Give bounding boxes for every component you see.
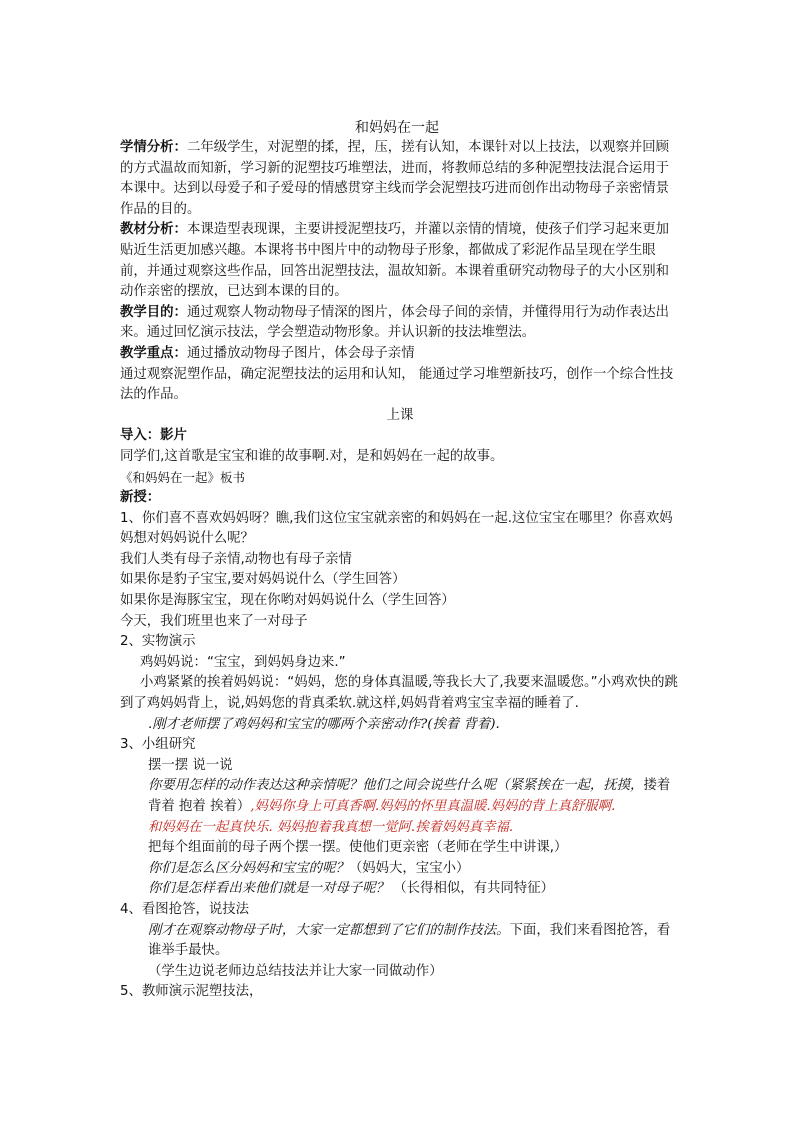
step-3-line-f-question: 你们是怎么区分妈妈和宝宝的呢？ [148, 860, 349, 876]
step-4-line-a [120, 921, 680, 962]
intro-text: 同学们,这首歌是宝宝和谁的故事啊.对，是和妈妈在一起的故事。 [120, 448, 504, 464]
step-1-line-d: 如果你是海豚宝宝，现在你哟对妈妈说什么（学生回答） [120, 593, 455, 609]
goal-text: 通过观察人物动物母子情深的图片，体会母子间的亲情，并懂得用行为动作表达出来。通过回忆演示技法，学会塑造动物形象。并认识新的技法堆塑法。 [120, 304, 670, 341]
analysis-paragraph [120, 138, 680, 220]
document-body [120, 138, 680, 1003]
new-label: 新授： [120, 490, 161, 506]
step-3-line-f [120, 859, 680, 880]
step-3-line-a: 摆一摆 说一说 [148, 757, 233, 773]
step-2-line-b [120, 673, 680, 714]
goal-paragraph [120, 303, 680, 344]
key-paragraph-2: 通过观察泥塑作品，确定泥塑技法的运用和认知， 能通过学习堆塑新技巧，创作一个综合性技法的作品。 [120, 366, 674, 403]
step-4-line-a-italic: 刚才在观察动物母子时，大家一定都想到了它们的制作技法。 [148, 922, 510, 938]
key-text: 通过播放动物母子图片，体会母子亲情 [186, 345, 415, 361]
step-3-red-phrases-2: 和妈妈在一起真快乐. 妈妈抱着我真想一觉阿.挨着妈妈真幸福. [148, 819, 514, 835]
intro-label: 导入：影片 [120, 428, 187, 444]
step-3-line-g [120, 879, 680, 900]
class-heading: 上课 [386, 407, 414, 423]
material-label: 教材分析： [120, 222, 187, 238]
step-3-line-g-question: 你们是怎样看出来他们就是一对母子呢？ [148, 881, 390, 897]
step-2-line-b-cont: 小鸡欢快的跳到了鸡妈妈背上，说,妈妈您的背真柔软.就这样,妈妈背着鸡宝宝幸福的睡着了. [120, 675, 678, 712]
step-4-line-a-normal: 下面，我们来看图抢答，看谁举手最快。 [148, 922, 671, 959]
step-3-question [120, 776, 680, 817]
step-1-line-c: 如果你是豹子宝宝,要对妈妈说什么（学生回答） [120, 572, 406, 588]
step-1-line-e: 今天，我们班里也来了一对母子 [120, 613, 308, 629]
key-paragraph [120, 344, 680, 365]
step-4-heading: 4、看图抢答，说技法 [120, 901, 250, 917]
step-3-actions: 搂着 背着 抱着 挨着） [148, 778, 671, 814]
analysis-label: 学情分析： [120, 140, 187, 155]
step-3-line-g-answer: （长得相似，有共同特征） [389, 881, 554, 897]
document-title: 和妈妈在一起 [355, 120, 439, 136]
key-label: 教学重点： [120, 345, 187, 361]
step-3-line-e: 把每个组面前的母子两个摆一摆。使他们更亲密（老师在学生中讲课,） [148, 840, 568, 856]
board-note: 《和妈妈在一起》板书 [120, 469, 246, 485]
step-4-line-b: （学生边说老师边总结技法并让大家一同做动作） [148, 963, 443, 979]
step-3-red-phrases: ,妈妈你身上可真香啊.妈妈的怀里真温暖.妈妈的背上真舒服啊. [250, 799, 616, 814]
step-1-line-b: 我们人类有母子亲情,动物也有母子亲情 [120, 551, 352, 567]
step-2-line-b-main: 小鸡紧紧的挨着妈妈说：“妈妈，您的身体真温暖,等我长大了,我要来温暖您。” [140, 675, 598, 691]
step-1-question: 1、你们喜不喜欢妈妈呀？瞧,我们这位宝宝就亲密的和妈妈在一起.这位宝宝在哪里？你喜欢妈妈想对妈妈说什么呢？ [120, 510, 673, 547]
material-text: 本课造型表现课，主要讲授泥塑技巧，并灌以亲情的情境，使孩子们学习起来更加贴近生活更加感兴趣。本课将书中图片中的动物母子形象，都做成了彩泥作品呈现在学生眼前，并通过观察这些作品，回答出泥塑技法，温故知新。本课着重研究动物母子的大小区别和动作亲密的摆放，已达到本课的目的。 [120, 222, 670, 300]
material-paragraph [120, 220, 680, 302]
step-3-line-f-answer: （妈妈大，宝宝小） [348, 860, 470, 876]
step-3-question-text: 你要用怎样的动作表达这种亲情呢？他们之间会说些什么呢（紧紧挨在一起，抚摸， [148, 778, 644, 794]
analysis-text: 二年级学生，对泥塑的揉，捏，压，搓有认知，本课针对以上技法，以观察并回顾的方式温故而知新，学习新的泥塑技巧堆塑法，进而，将教师总结的多种泥塑技法混合运用于本课中。达到以母爱子和子爱母的情感贯穿主线而学会泥塑技巧进而创作出动物母子亲密情景作品的目的。 [120, 140, 670, 217]
step-5-heading: 5、教师演示泥塑技法， [120, 984, 263, 1000]
step-2-line-a: 鸡妈妈说：“宝宝，到妈妈身边来.” [140, 654, 346, 670]
step-3-heading: 3、小组研究 [120, 737, 196, 753]
step-2-question: .刚才老师摆了鸡妈妈和宝宝的哪两个亲密动作?(挨着 背着). [148, 716, 500, 732]
goal-label: 教学目的： [120, 304, 187, 320]
step-2-heading: 2、实物演示 [120, 634, 196, 650]
